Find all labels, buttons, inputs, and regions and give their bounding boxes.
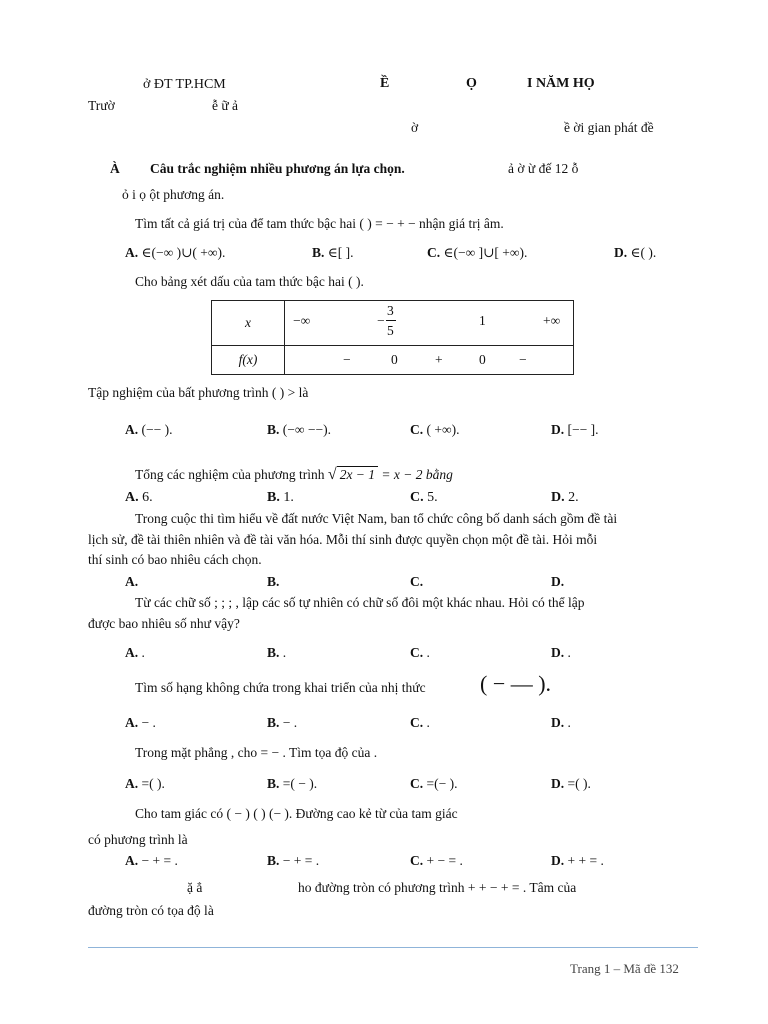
option-text: − . (141, 715, 156, 730)
x-value-neg-inf: −∞ (293, 313, 311, 328)
option-text: =( − ). (282, 776, 318, 791)
option-label: D. (551, 645, 565, 660)
q2-option-a[interactable] (125, 422, 172, 438)
header-school-name: ễ ữ ả (212, 98, 239, 113)
q6-option-b[interactable] (267, 715, 297, 731)
q9-line2: đường tròn có tọa độ là (88, 903, 214, 918)
option-label: A. (125, 245, 139, 260)
q9-line1-a: ặ ẳ (187, 880, 203, 895)
option-text: =( ). (141, 776, 165, 791)
header-time-label: ờ (411, 120, 419, 135)
q3-option-d[interactable] (551, 490, 579, 506)
header-time: ề ời gian phát đề (564, 120, 654, 135)
x-value-minus: − (377, 313, 385, 328)
q1-text: Tìm tất cả giá trị của để tam thức bậc hai ( ) = − + − nhận giá trị âm. (135, 216, 504, 231)
q7-option-b[interactable] (267, 776, 317, 792)
q5-option-a[interactable] (125, 645, 145, 661)
q9-line1-b: ho đường tròn có phương trình + + − + = . Tâm của (298, 880, 577, 895)
option-text: =(− ). (426, 776, 458, 791)
option-label: A. (125, 715, 139, 730)
sign-table (211, 300, 574, 375)
q1-option-b[interactable] (312, 245, 354, 261)
q2-text: Cho bảng xét dấu của tam thức bậc hai ( ). (135, 274, 364, 289)
q6-expression: ( − — ). (480, 671, 552, 696)
q3-text-b: = x − 2 bằng (381, 467, 453, 482)
option-label: B. (267, 776, 280, 791)
q6-option-d[interactable] (551, 715, 571, 731)
q4-line1: Trong cuộc thi tìm hiểu về đất nước Việt Nam, ban tổ chức công bố danh sách gồm đề tài (135, 511, 618, 526)
option-text: − + = . (141, 853, 178, 868)
q8-option-c[interactable] (410, 853, 463, 869)
option-label: A. (125, 645, 139, 660)
table-x-values (285, 301, 574, 346)
option-text: 6. (142, 490, 153, 505)
q6-option-a[interactable] (125, 715, 156, 731)
q6-text: Tìm số hạng không chứa trong khai triển của nhị thức (135, 680, 426, 695)
option-text: + + = . (567, 853, 604, 868)
option-label: D. (551, 776, 565, 791)
q5-line1: Từ các chữ số ; ; ; , lập các số tự nhiên có chữ số đôi một khác nhau. Hỏi có thể lập (135, 595, 585, 610)
option-text: ( +∞). (426, 422, 460, 437)
q3-text-a: Tổng các nghiệm của phương trình (135, 467, 325, 482)
option-text: . (567, 715, 571, 730)
q1-option-c[interactable] (427, 245, 527, 261)
q6-option-c[interactable] (410, 715, 430, 731)
option-text: ∈( ). (630, 245, 657, 260)
q5-option-c[interactable] (410, 645, 430, 661)
option-text: . (426, 645, 430, 660)
option-text: 2. (568, 490, 579, 505)
option-text: 5. (427, 490, 438, 505)
q1-option-a[interactable] (125, 245, 225, 261)
q3-sqrt-expr: 2x − 1 (337, 466, 378, 483)
sign-3: − (519, 352, 527, 367)
option-label: B. (267, 422, 280, 437)
option-label: D. (551, 853, 565, 868)
option-label: B. (267, 645, 280, 660)
section-note: ả ờ ừ đế 12 ỗ (508, 161, 579, 176)
option-label: D. (551, 422, 565, 437)
table-fx-label: f(x) (212, 346, 285, 375)
q3-text: Tổng các nghiệm của phương trình √ 2x − 1 = x − 2 bằng (135, 466, 453, 483)
section-note-line2: ỏ i ọ ột phương án. (122, 187, 225, 202)
option-label: B. (312, 245, 325, 260)
option-text: ∈(−∞ )∪( +∞). (141, 245, 226, 260)
q5-option-d[interactable] (551, 645, 571, 661)
q2-option-b[interactable] (267, 422, 331, 438)
table-signs (285, 346, 574, 375)
option-label: C. (410, 853, 424, 868)
option-text: − + = . (282, 853, 320, 868)
q3-option-a[interactable] (125, 490, 153, 506)
option-text: . (141, 645, 145, 660)
option-label: D. (551, 490, 565, 505)
option-text: + − = . (426, 853, 463, 868)
table-x-label: x (212, 301, 285, 346)
q1-option-d[interactable] (614, 245, 656, 261)
option-label: A. (125, 422, 139, 437)
option-text: [−− ]. (567, 422, 599, 437)
option-label: A. (125, 853, 139, 868)
sign-2: + (435, 352, 443, 367)
q8-option-a[interactable] (125, 853, 178, 869)
q3-option-b[interactable] (267, 490, 294, 506)
q2-prompt: Tập nghiệm của bất phương trình ( ) > là (88, 385, 309, 400)
x-value-den: 5 (387, 323, 394, 338)
option-text: 1. (283, 490, 294, 505)
option-label: C. (427, 245, 441, 260)
header-school: Trườ (88, 98, 115, 113)
header-title-part1: Ề (380, 76, 390, 91)
section-mark: À (110, 161, 120, 176)
q7-text: Trong mặt phẳng , cho = − . Tìm tọa độ của . (135, 745, 378, 760)
x-value-num: 3 (387, 303, 394, 318)
q7-option-c[interactable] (410, 776, 457, 792)
q4-line3: thí sinh có bao nhiêu cách chọn. (88, 552, 262, 567)
fraction-bar (386, 320, 396, 321)
sign-1: − (343, 352, 351, 367)
option-label: B. (267, 490, 280, 505)
q8-option-b[interactable] (267, 853, 319, 869)
option-label: C. (410, 645, 424, 660)
option-label: C. (410, 422, 424, 437)
option-text: ∈[ ]. (327, 245, 354, 260)
option-label: B. (267, 853, 280, 868)
header-title-part2: Ọ (466, 76, 477, 91)
option-label: B. (267, 715, 280, 730)
option-text: ∈(−∞ ]∪[ +∞). (443, 245, 528, 260)
q3-option-c[interactable] (410, 490, 438, 506)
q5-option-b[interactable] (267, 645, 286, 661)
q8-option-d[interactable] (551, 853, 604, 869)
option-label: A. (125, 490, 139, 505)
q8-line1: Cho tam giác có ( − ) ( ) (− ). Đường cao kẻ từ của tam giác (135, 806, 458, 821)
x-value-one: 1 (479, 313, 486, 328)
sign-zero-2: 0 (479, 352, 486, 367)
option-text: =( ). (567, 776, 591, 791)
option-text: . (567, 645, 571, 660)
option-label: C. (410, 490, 424, 505)
x-value-pos-inf: +∞ (543, 313, 561, 328)
page-footer: Trang 1 – Mã đề 132 (570, 961, 679, 976)
q4-option-c[interactable]: C. (410, 574, 424, 589)
option-label: A. (125, 776, 139, 791)
option-text: (−− ). (141, 422, 173, 437)
q4-option-d[interactable]: D. (551, 574, 565, 589)
header-title-part3: I NĂM HỌ (527, 76, 595, 91)
section-title: Câu trắc nghiệm nhiều phương án lựa chọn. (150, 161, 405, 176)
q4-option-b[interactable]: B. (267, 574, 280, 589)
q8-line2: có phương trình là (88, 832, 188, 847)
option-text: . (426, 715, 430, 730)
option-label: C. (410, 715, 424, 730)
q4-option-a[interactable]: A. (125, 574, 139, 589)
option-label: D. (551, 715, 565, 730)
footer-divider (88, 947, 698, 948)
q2-option-d[interactable] (551, 422, 598, 438)
sign-zero-1: 0 (391, 352, 398, 367)
option-text: . (282, 645, 287, 660)
q7-option-a[interactable] (125, 776, 165, 792)
option-label: D. (614, 245, 628, 260)
q5-line2: được bao nhiêu số như vậy? (88, 616, 240, 631)
q2-option-c[interactable] (410, 422, 459, 438)
option-text: (−∞ −−). (282, 422, 331, 437)
option-label: C. (410, 776, 424, 791)
header-dept: ở ĐT TP.HCM (143, 77, 226, 92)
option-text: − . (282, 715, 298, 730)
q4-line2: lịch sử, đề tài thiên nhiên và đề tài văn hóa. Mỗi thí sinh được quyền chọn một đề tài. Hỏi mỗi (88, 532, 598, 547)
q7-option-d[interactable] (551, 776, 591, 792)
